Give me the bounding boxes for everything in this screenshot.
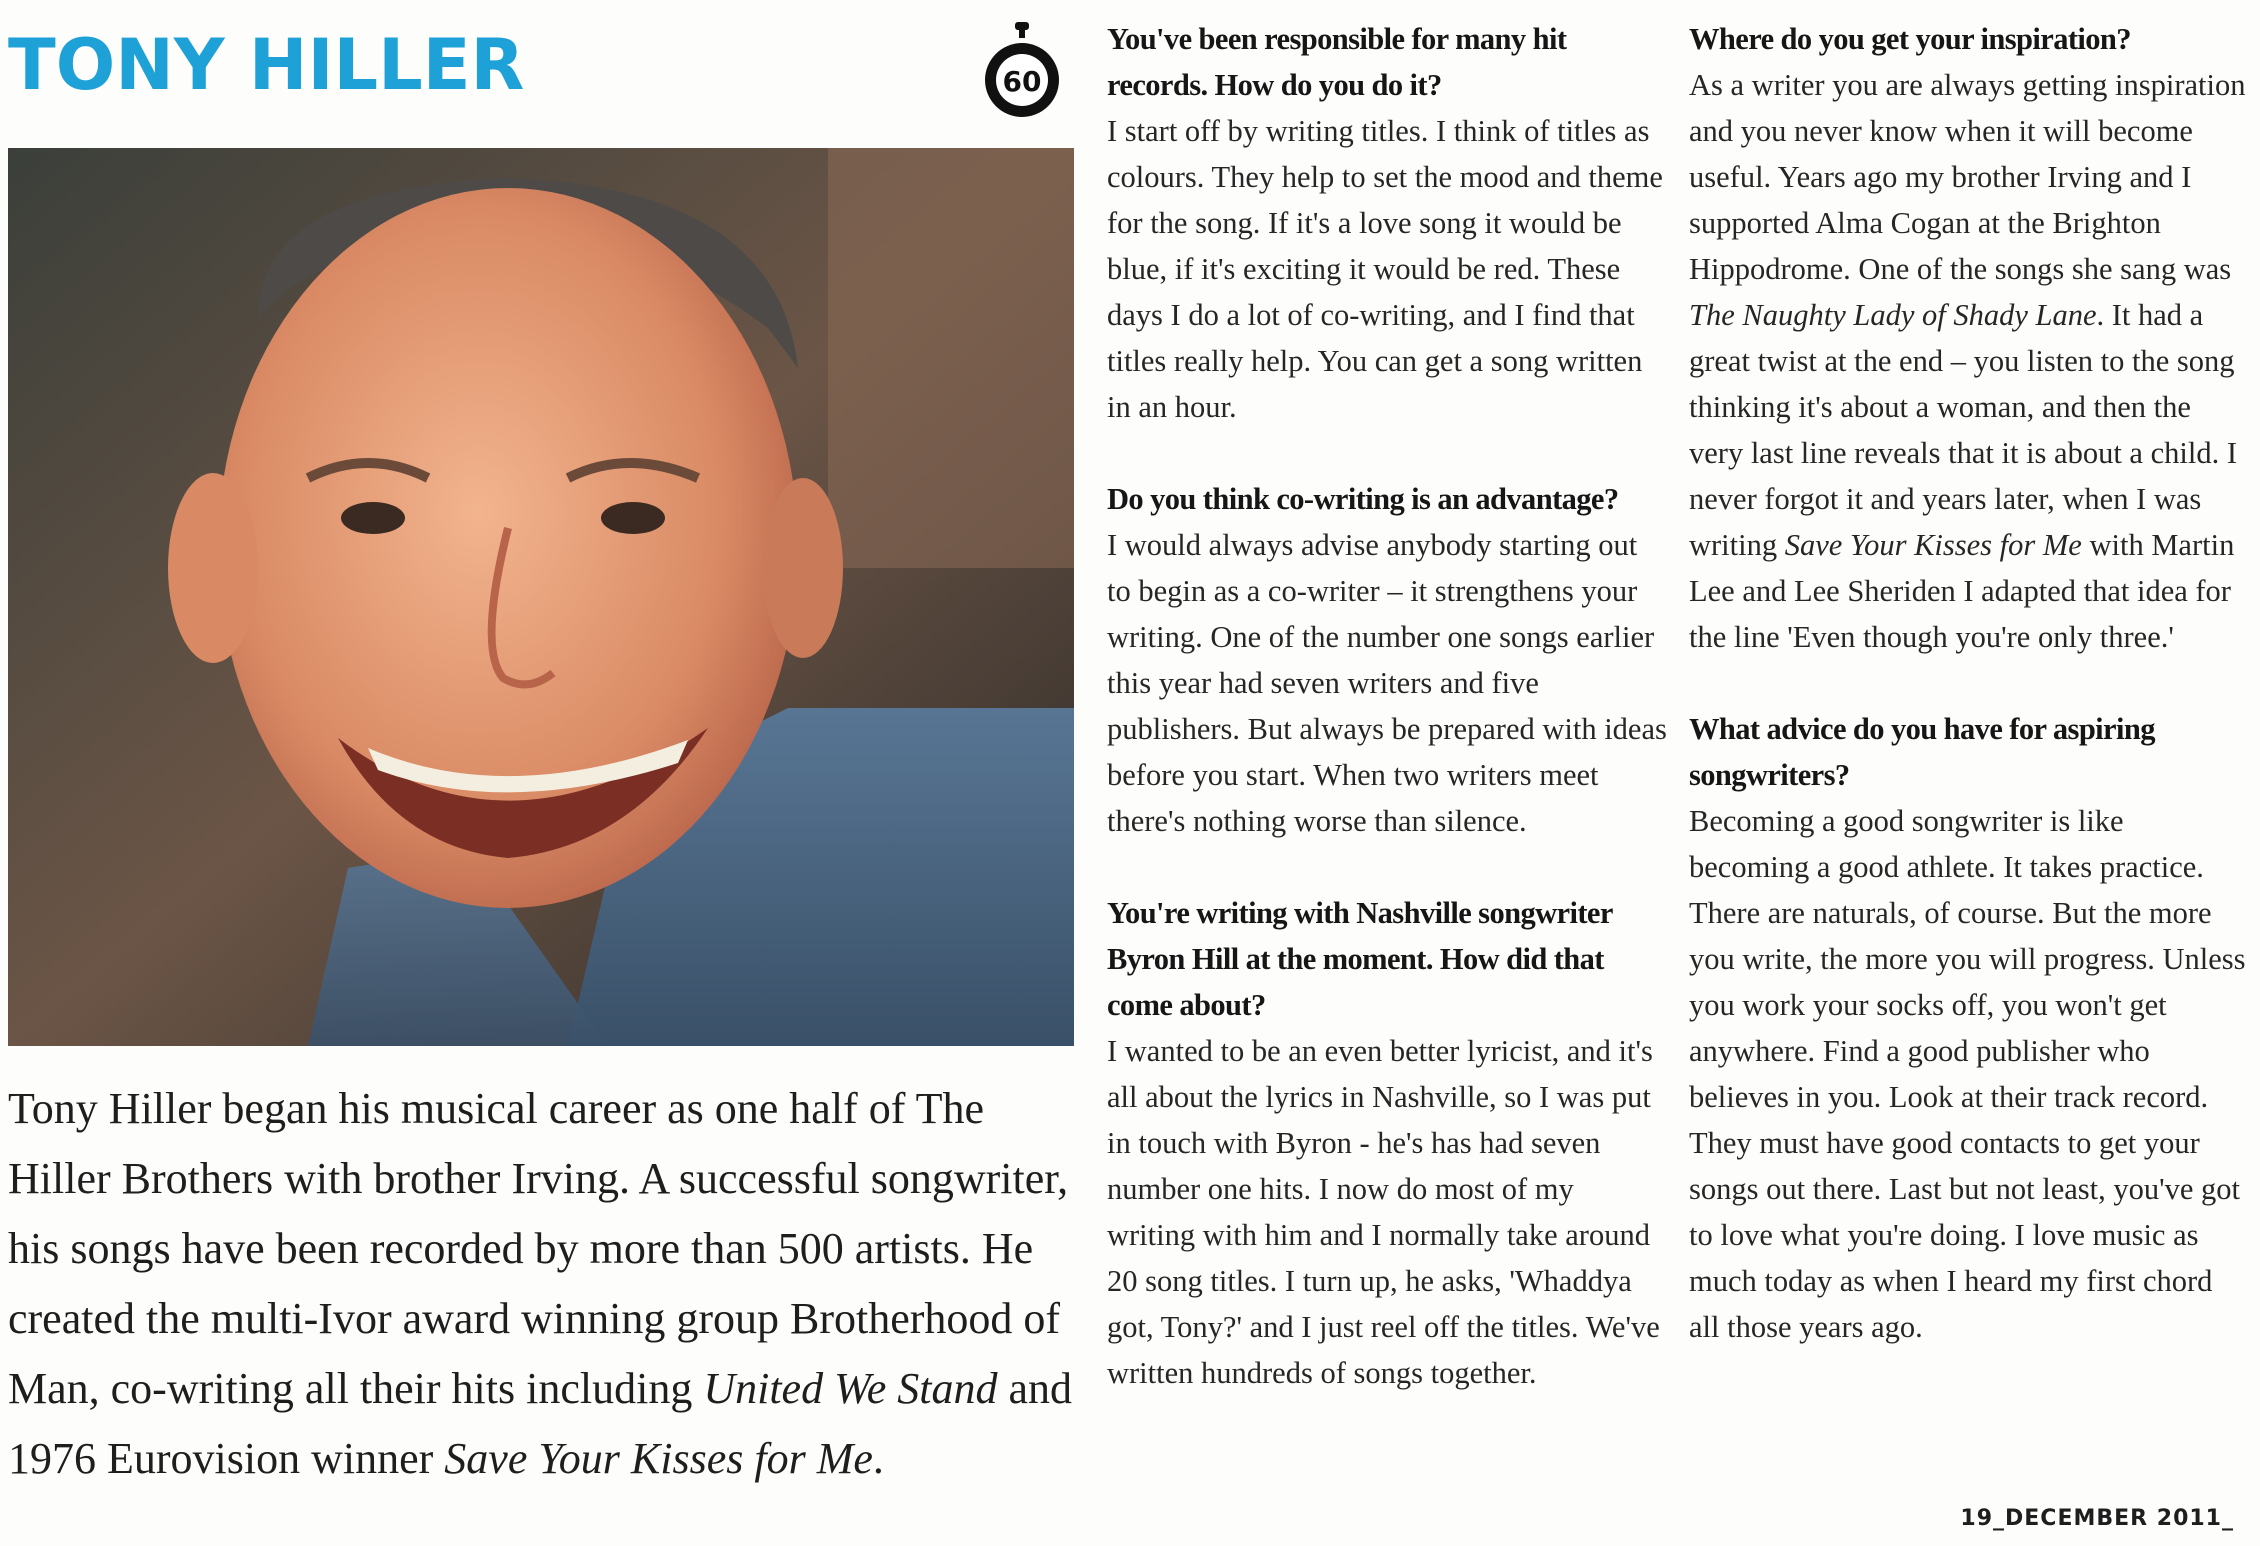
article-title: TONY HILLER <box>8 24 525 106</box>
interview-answer: I wanted to be an even better lyricist, and it's all about the lyrics in Nashville, so I was put in touch with Byron - he's has had seven number one hits. I now do most of my writing with him and I normally take around 20 song titles. I turn up, he asks, 'Whaddya got, Tony?' and I just reel off the titles. We've written hundreds of songs together. <box>1107 1034 1660 1390</box>
song-title-save-your-kisses: Save Your Kisses for Me <box>444 1434 873 1483</box>
song-title-united-we-stand: United We Stand <box>703 1364 998 1413</box>
stopwatch-icon <box>982 20 1062 120</box>
song-title-naughty-lady: The Naughty Lady of Shady Lane <box>1689 298 2097 332</box>
interview-answer: I would always advise anybody starting out to begin as a co-writer – it strengthens your writing. One of the number one songs earlier this year had seven writers and five publishers. But always be prepared with ideas before you start. When two writers meet there's nothing worse than silence. <box>1107 528 1667 838</box>
interview-answer: I start off by writing titles. I think of titles as colours. They help to set the mood and theme for the song. If it's a love song it would be blue, if it's exciting it would be red. These days I do a lot of co-writing, and I find that titles really help. You can get a song written in an hour. <box>1107 114 1663 424</box>
intro-text: and 1976 Eurovision winner <box>8 1364 1072 1483</box>
interview-question: Where do you get your inspiration? <box>1689 22 2131 56</box>
intro-text: . <box>872 1434 884 1483</box>
answer-text: with Martin Lee and Lee Sheriden I adapted that idea for the line 'Even though you're only three.' <box>1689 528 2235 654</box>
answer-text: As a writer you are always getting inspiration and you never know when it will become useful. Years ago my brother Irving and I supported Alma Cogan at the Brighton Hippodrome. One of the songs she sang was <box>1689 68 2246 286</box>
portrait-photo <box>8 148 1074 1046</box>
interview-question: You're writing with Nashville songwriter Byron Hill at the moment. How did that come about? <box>1107 896 1613 1022</box>
qa-block <box>1107 476 1667 844</box>
interview-question: What advice do you have for aspiring songwriters? <box>1689 712 2155 792</box>
qa-block <box>1107 890 1667 1396</box>
answer-text: . It had a great twist at the end – you listen to the song thinking it's about a woman, and then the very last line reveals that it is about a child. I never forgot it and years later, when I was writing <box>1689 298 2237 562</box>
interview-question: Do you think co-writing is an advantage? <box>1107 482 1619 516</box>
intro-text: Tony Hiller began his musical career as one half of The Hiller Brothers with brother Irving. A successful songwriter, his songs have been recorded by more than 500 artists. He created the multi-Ivor award winning group Brotherhood of Man, co-writing all their hits including <box>8 1084 1069 1413</box>
interview-column-1 <box>1107 16 1667 1442</box>
page-footer: 19_DECEMBER 2011_ <box>1960 1506 2234 1531</box>
qa-block <box>1689 16 2249 660</box>
qa-block <box>1689 706 2249 1350</box>
timer-badge-number: 60 <box>1002 65 1042 98</box>
song-title-save-your-kisses: Save Your Kisses for Me <box>1784 528 2082 562</box>
interview-answer <box>1689 62 2249 660</box>
interview-question: You've been responsible for many hit records. How do you do it? <box>1107 22 1567 102</box>
interview-column-2 <box>1689 16 2249 1396</box>
intro-paragraph <box>8 1074 1074 1494</box>
qa-block <box>1107 16 1667 430</box>
interview-answer: Becoming a good songwriter is like becoming a good athlete. It takes practice. There are naturals, of course. But the more you write, the more you will progress. Unless you work your socks off, you won't get anywhere. Find a good publisher who believes in you. Look at their track record. They must have good contacts to get your songs out there. Last but not least, you've got to love what you're doing. I love music as much today as when I heard my first chord all those years ago. <box>1689 804 2246 1344</box>
